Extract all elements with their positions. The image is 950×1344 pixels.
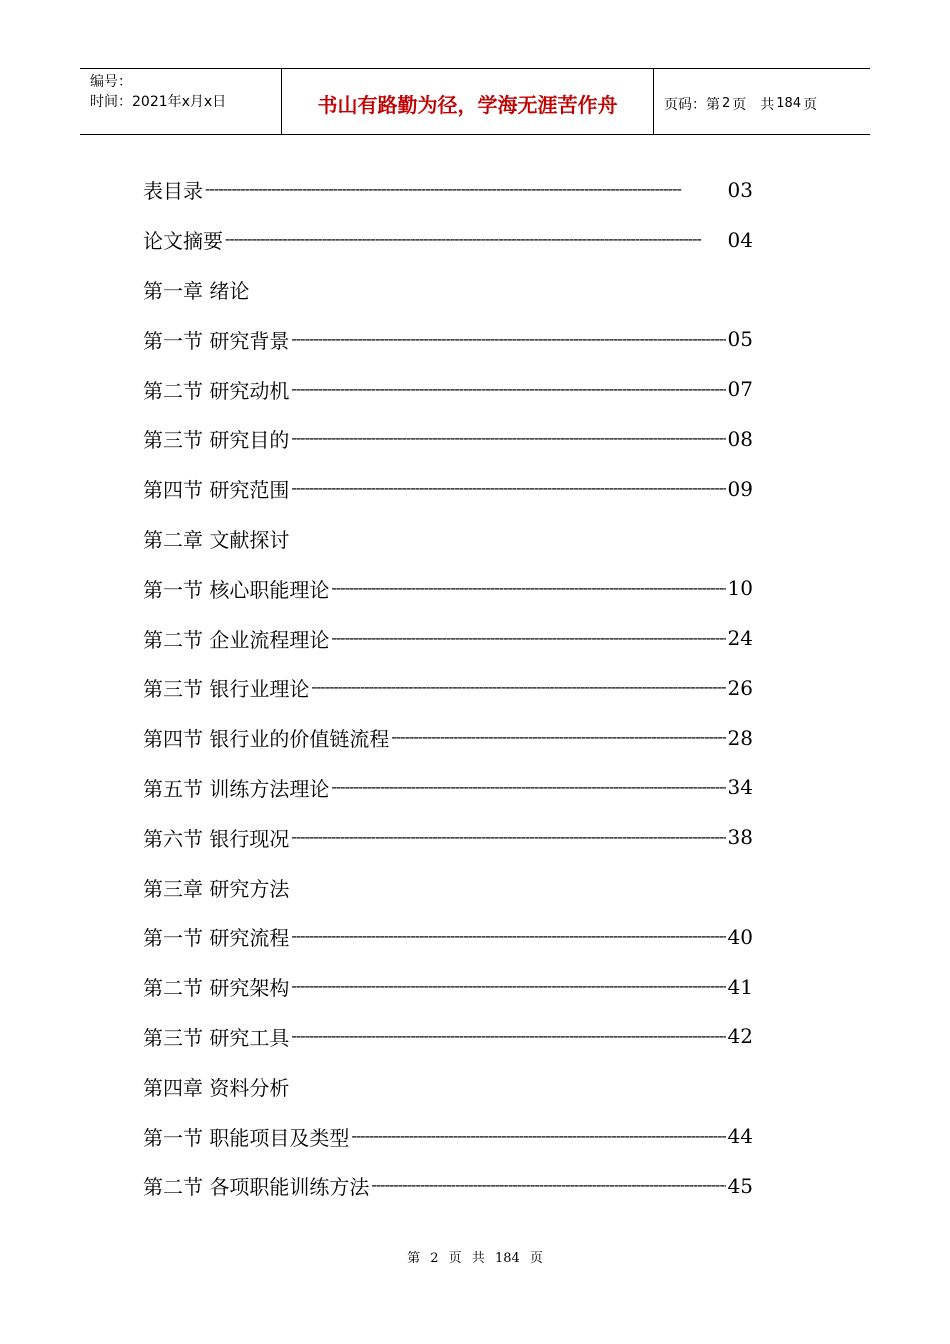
toc-page-number: 24: [727, 626, 753, 651]
header-page-label: 页码：第: [664, 96, 720, 113]
toc-entry: [143, 613, 753, 663]
toc-page-number: 26: [727, 675, 753, 700]
header-page-info: [654, 69, 870, 134]
toc-entry-label: 第三节 研究目的: [143, 428, 290, 453]
toc-entry-label: 第三章 研究方法: [143, 876, 290, 901]
toc-page-number: 03: [727, 177, 753, 202]
toc-entry-label: 论文摘要: [143, 229, 223, 254]
header-page-total: 184: [776, 96, 802, 111]
toc-entry-label: 第六节 银行现况: [143, 826, 290, 851]
toc-page-number: 08: [727, 426, 753, 451]
toc-dot-leader: [291, 827, 725, 846]
toc-page-number: 40: [727, 924, 753, 949]
toc-entry-label: 第一节 研究流程: [143, 926, 290, 951]
toc-page-number: 28: [727, 725, 753, 750]
toc-page-number: 45: [727, 1173, 753, 1198]
toc-entry: [143, 414, 753, 464]
toc-dot-leader: [291, 379, 725, 398]
toc-entry-label: 第一章 绪论: [143, 278, 250, 303]
footer-gong: 共: [471, 1251, 485, 1266]
toc-dot-leader: [225, 229, 726, 248]
toc-entry: [143, 1111, 753, 1161]
toc-entry-label: 第二章 文献探讨: [143, 527, 290, 552]
footer-total-pages: 184: [494, 1251, 520, 1266]
toc-page-number: 05: [727, 327, 753, 352]
toc-dot-leader: [351, 1126, 725, 1145]
toc-entry-label: 第一节 核心职能理论: [143, 577, 330, 602]
toc-entry-label: 第四节 银行业的价值链流程: [143, 727, 390, 752]
header-page-mid: 页 共: [732, 96, 775, 113]
toc-dot-leader: [291, 976, 725, 995]
toc-entry-label: 第三节 研究工具: [143, 1025, 290, 1050]
header-motto: 书山有路勤为径，学海无涯苦作舟: [282, 69, 654, 134]
toc-entry-label: 第四章 资料分析: [143, 1075, 290, 1100]
toc-entry: [143, 663, 753, 713]
toc-entry: [143, 563, 753, 613]
toc-dot-leader: [331, 628, 725, 647]
toc-entry: [143, 165, 753, 215]
toc-entry: [143, 962, 753, 1012]
header-page-current: 2: [722, 96, 731, 111]
toc-dot-leader: [291, 329, 725, 348]
toc-page-number: 09: [727, 476, 753, 501]
toc-entry: [143, 1012, 753, 1062]
toc-entry: [143, 215, 753, 265]
toc-page-number: 10: [727, 576, 753, 601]
toc-entry: [143, 1161, 753, 1211]
header-meta: [80, 69, 282, 134]
toc-dot-leader: [205, 179, 726, 198]
toc-entry-label: 第三节 银行业理论: [143, 677, 310, 702]
toc-entry-label: 第二节 研究动机: [143, 378, 290, 403]
toc-page-number: 38: [727, 825, 753, 850]
footer-di: 第: [407, 1251, 421, 1266]
toc-entry-label: 第二节 各项职能训练方法: [143, 1175, 370, 1200]
toc-entry-label: 第一节 研究背景: [143, 328, 290, 353]
toc-entry: [143, 464, 753, 514]
toc-chapter-heading: [143, 514, 753, 564]
toc-entry-label: 第二节 企业流程理论: [143, 627, 330, 652]
header-page-end: 页: [803, 96, 818, 113]
toc-page-number: 04: [727, 227, 753, 252]
page-header: [80, 68, 870, 135]
toc-dot-leader: [311, 677, 725, 696]
toc-dot-leader: [291, 428, 725, 447]
footer-ye: 页: [448, 1251, 462, 1266]
toc-page-number: 41: [727, 974, 753, 999]
toc-dot-leader: [291, 1026, 725, 1045]
toc-dot-leader: [391, 727, 725, 746]
document-number-label: 编号：: [90, 74, 132, 90]
toc-entry: [143, 713, 753, 763]
footer-current-page: 2: [430, 1251, 439, 1266]
document-time-label: 时间：2021年x月x日: [90, 94, 227, 110]
toc-entry-label: 第四节 研究范围: [143, 478, 290, 503]
toc-dot-leader: [291, 926, 725, 945]
toc-entry-label: 第一节 职能项目及类型: [143, 1125, 350, 1150]
toc-dot-leader: [331, 578, 725, 597]
toc-chapter-heading: [143, 1061, 753, 1111]
toc-dot-leader: [331, 777, 725, 796]
toc-entry-label: 第五节 训练方法理论: [143, 776, 330, 801]
toc-dot-leader: [371, 1175, 725, 1194]
page-footer: [0, 1247, 950, 1266]
toc-entry-label: 第二节 研究架构: [143, 976, 290, 1001]
toc-entry: [143, 364, 753, 414]
toc-entry: [143, 314, 753, 364]
toc-chapter-heading: [143, 862, 753, 912]
toc-entry-label: 表目录: [143, 179, 203, 204]
toc-entry: [143, 763, 753, 813]
toc-page-number: 34: [727, 775, 753, 800]
toc-page-number: 44: [727, 1124, 753, 1149]
toc-page-number: 07: [727, 377, 753, 402]
toc-chapter-heading: [143, 265, 753, 315]
toc-dot-leader: [291, 478, 725, 497]
toc-entry: [143, 912, 753, 962]
table-of-contents: [143, 165, 753, 1211]
toc-page-number: 42: [727, 1024, 753, 1049]
toc-entry: [143, 812, 753, 862]
footer-ye2: 页: [529, 1251, 543, 1266]
